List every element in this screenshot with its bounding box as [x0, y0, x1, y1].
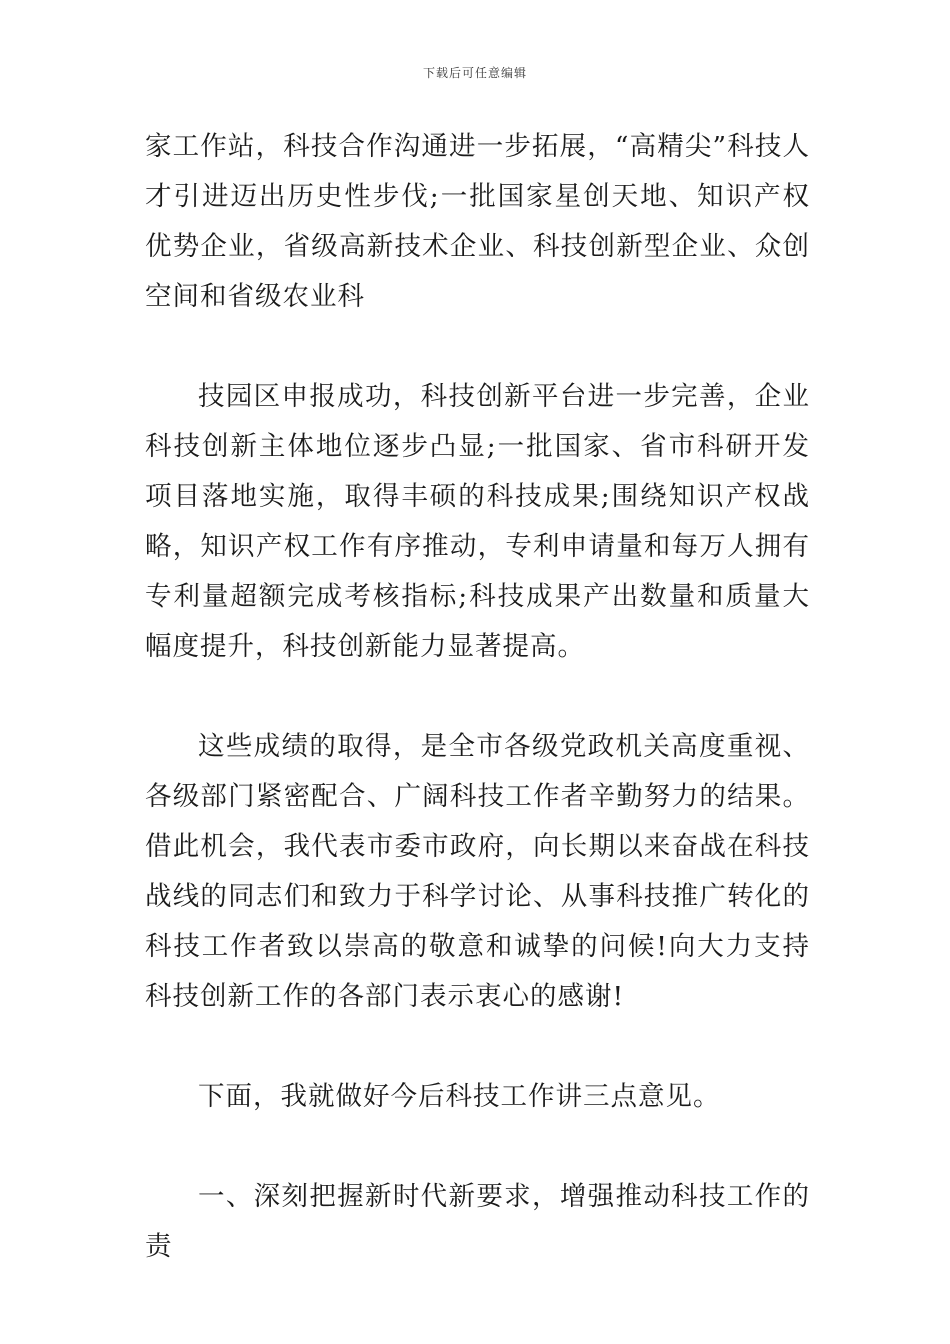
document-body [145, 122, 810, 1272]
header-note: 下载后可任意编辑 [422, 66, 527, 80]
paragraph-4: 下面，我就做好今后科技工作讲三点意见。 [198, 1081, 721, 1112]
paragraph-gap [145, 672, 810, 722]
paragraph-gap [145, 1122, 810, 1172]
paragraph-gap [145, 1022, 810, 1072]
paragraph-2: 技园区申报成功，科技创新平台进一步完善，企业科技创新主体地位逐步凸显;一批国家、省市科研开发项目落地实施，取得丰硕的科技成果;围绕知识产权战略，知识产权工作有序推动，专利申请量和每万人拥有专利量超额完成考核指标;科技成果产出数量和质量大幅度提升，科技创新能力显著提高。 [145, 381, 810, 662]
paragraph-gap [145, 322, 810, 372]
paragraph-1: 家工作站，科技合作沟通进一步拓展，“高精尖”科技人才引进迈出历史性步伐;一批国家星创天地、知识产权优势企业，省级高新技术企业、科技创新型企业、众创空间和省级农业科 [145, 131, 810, 312]
paragraph-3: 这些成绩的取得，是全市各级党政机关高度重视、各级部门紧密配合、广阔科技工作者辛勤努力的结果。借此机会，我代表市委市政府，向长期以来奋战在科技战线的同志们和致力于科学讨论、从事科技推广转化的科技工作者致以崇高的敬意和诚挚的问候!向大力支持科技创新工作的各部门表示衷心的感谢! [145, 731, 810, 1012]
paragraph-5: 一、深刻把握新时代新要求，增强推动科技工作的责 [145, 1181, 810, 1262]
